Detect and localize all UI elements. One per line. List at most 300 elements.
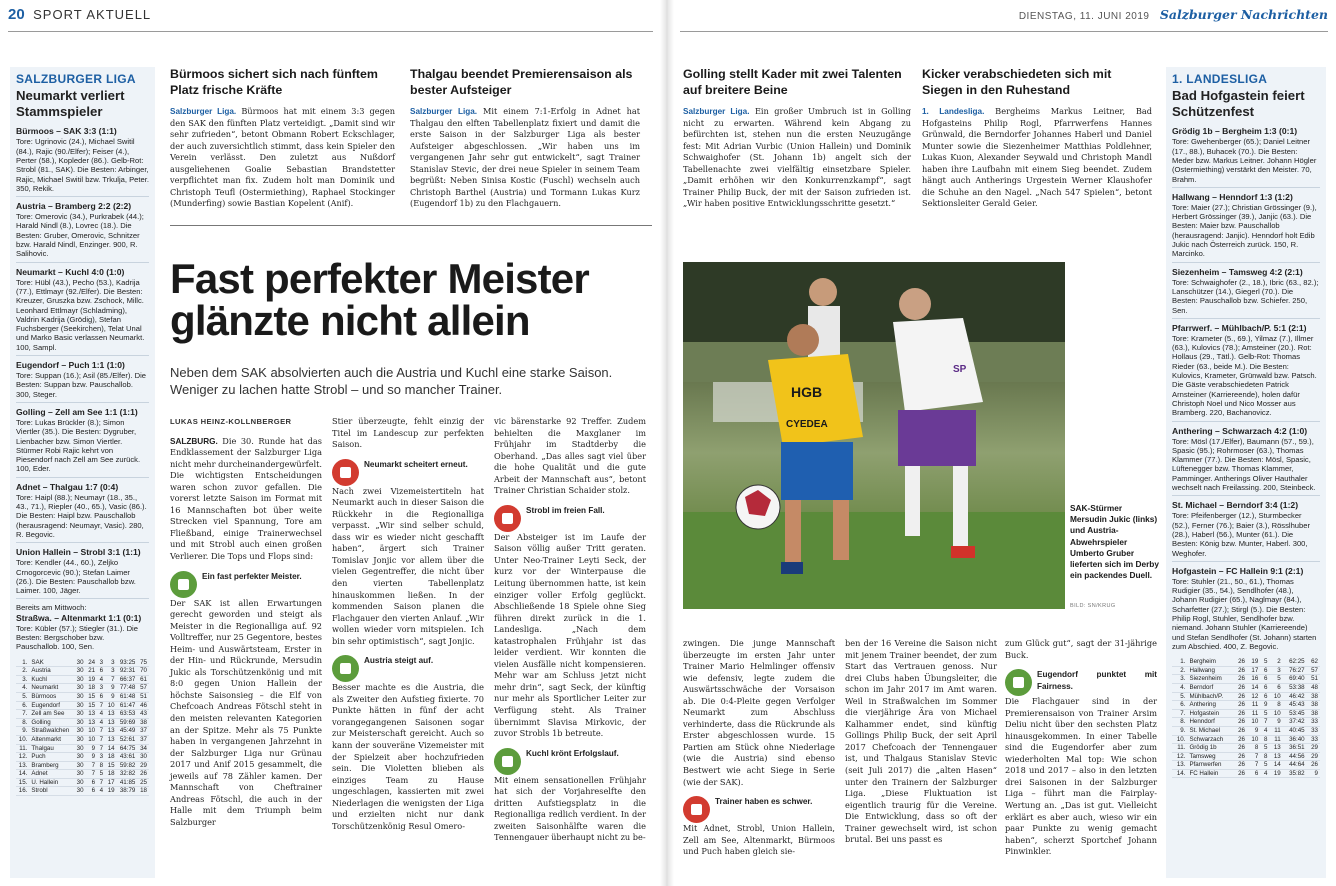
table-cell: 3: [111, 667, 115, 675]
table-cell: 30: [76, 667, 84, 675]
table-cell: Bürmoos: [31, 692, 57, 700]
table-cell: 2.: [1180, 666, 1186, 674]
table-cell: Eugendorf: [31, 701, 60, 709]
table-cell: 9: [91, 753, 96, 761]
table-cell: 5: [1263, 709, 1268, 717]
table-cell: 4: [99, 718, 104, 726]
flop-block: Strobl im freien Fall.: [494, 505, 646, 532]
right-page-header: [1019, 6, 1328, 24]
page-number: 20: [8, 6, 25, 23]
table-cell: 37: [140, 727, 147, 735]
table-cell: 30: [76, 744, 84, 752]
table-cell: 10.: [1176, 735, 1186, 743]
table-cell: Strobl: [31, 787, 48, 795]
table-cell: 15: [88, 692, 96, 700]
table-cell: 11.: [19, 744, 28, 752]
table-cell: Grödig 1b: [1189, 744, 1217, 752]
table-cell: 26: [1238, 666, 1245, 674]
thumbs-up-icon: [332, 655, 359, 682]
shirt-sponsor-2: CYEDEA: [786, 419, 828, 430]
table-cell: Adnet: [31, 770, 48, 778]
table-cell: SAK: [31, 658, 44, 666]
table-cell: 66:37: [119, 675, 136, 683]
table-cell: 38: [1311, 692, 1318, 700]
table-cell: 26: [1238, 769, 1245, 777]
table-cell: 59:82: [119, 761, 136, 769]
table-cell: Mühlbach/P.: [1189, 692, 1224, 700]
top-articles-divider: [170, 225, 652, 226]
table-cell: 12.: [18, 753, 28, 761]
table-cell: 26: [1311, 761, 1318, 769]
thumbs-down-icon: [494, 505, 521, 532]
table-cell: 7: [99, 778, 104, 786]
table-cell: 6: [91, 787, 96, 795]
table-row: [16, 744, 149, 753]
table-row: [16, 675, 149, 684]
table-cell: 17: [1251, 666, 1259, 674]
result-item: Grödig 1b – Bergheim 1:3 (0:1) Tore: Gwehenberger (65.); Daniel Leitner (17., 88.), Buhacek (70.). Die Besten: Meder bzw. Markus Leitner. Johann Högler (Ostermiething) verstärkt den Meister. 70, Brahm.: [1172, 126, 1320, 187]
table-row: [16, 778, 149, 787]
table-cell: 4.: [22, 684, 28, 692]
table-cell: 10: [1273, 709, 1281, 717]
table-row: [16, 718, 149, 727]
sidebar-title: Bad Hofgastein feiert Schützenfest: [1172, 88, 1305, 120]
result-item: St. Michael – Berndorf 3:4 (1:2) Tore: Pfeifenberger (12.), Sturmbecker (52.), Ferner (76.); Baier (3.), Rösslhuber (28.), Haberl (56.), Munter (61.). Die Besten: König bzw. Munter, Haberl. 300, Weghofer.: [1172, 500, 1320, 561]
table-cell: Austria: [31, 667, 51, 675]
article-title: Golling stellt Kader mit zwei Talenten auf breitere Beine: [683, 67, 902, 97]
table-cell: 30: [76, 761, 84, 769]
table-cell: 26: [1238, 709, 1245, 717]
table-cell: Schwarzach: [1189, 735, 1224, 743]
main-column-4: zwingen. Die junge Mannschaft überzeugte im ersten Jahr unter Trainer Mario Helmlinger offensiv wie defensiv, legte zudem die Auswärtsschwäche der Vorsaison ab. Die 0:4-Pleite gegen Verfolger Neumarkt zum Abschluss verhinderte, dass die Rückrunde als Erster abgeschlossen wurde. 15 Partien am Stück ohne Niederlage (wie die Austria) sind ebenso Bestwert wie acht Siege in Serie (wie der SAK). Trainer haben es schwer. Mit Adnet, Strobl, Union Hallein, Zell am See, Altenmarkt, Bürmoos und Puch haben gleich sie-: [683, 638, 835, 857]
table-cell: 6.: [1180, 701, 1186, 709]
result-item: Austria – Bramberg 2:2 (2:2) Tore: Omerovic (34.), Purkrabek (44.); Harald Nindl (8.), Lovrec (18.). Die Besten: Gruber, Omerovic, Schnitzer bzw. Harald Nindl, Enzinger. 900, R. Salihovic.: [16, 201, 149, 262]
main-column-5: ben der 16 Vereine die Saison nicht mit jenem Trainer beendet, der zum Start das Vertrauen genoss. Nur drei Clubs haben Übungsleiter, die schon im Jahr 2017 im Amt waren. Weil in Straßwalchen im Sommer die vierjährige Ära von Michael Kalhammer endet, sind künftig Gollings Philip Buck, der seit April 2017 Chefcoach der Tennengauer ist, und Thalgaus Stanislav Stevic (seit Juli 2017) die „alten Hasen“ unter den Trainern der Salzburger Liga. „Diese Fluktuation ist eigentlich traurig für die Vereine. Die Entwicklung, dass so oft der Trainer gewechselt wird, ist schon brutal. Bei uns passt es: [845, 638, 997, 845]
table-cell: 30: [76, 658, 84, 666]
table-cell: 32:82: [119, 770, 136, 778]
table-cell: 7: [91, 770, 96, 778]
table-row: [16, 701, 149, 710]
table-cell: 10: [107, 701, 115, 709]
table-cell: 38:79: [119, 787, 136, 795]
table-cell: 37: [140, 735, 147, 743]
table-cell: 6: [1263, 692, 1268, 700]
table-cell: 30: [76, 675, 84, 683]
table-cell: Zell am See: [31, 710, 65, 718]
table-cell: 44:56: [1289, 752, 1305, 760]
result-item: Neumarkt – Kuchl 4:0 (1:0) Tore: Hübl (43.), Pecho (53.), Kadrija (77.), Ettlmayr (92./Elfer). Die Besten: Kreuzer, Gruszka bzw. Zschock, Millc. Leonhard Ettlmayr (Schladming), Valdrin Kadrija (Grödig), Stefan Fuchsberger (Seekirchen), Telat Unal und Marko Basic verlassen Neumarkt. 100, Sampl.: [16, 267, 149, 356]
table-cell: 17: [107, 778, 115, 786]
table-cell: Anthering: [1189, 701, 1216, 709]
table-cell: 7.: [1180, 709, 1186, 717]
table-cell: 3: [1277, 666, 1281, 674]
table-cell: Hallwang: [1189, 666, 1215, 674]
table-cell: 3: [99, 684, 104, 692]
result-item: Adnet – Thalgau 1:7 (0:4) Tore: Haipl (88.); Neumayr (18., 35., 43., 71.), Riepler (40., 65.), Vasic (86.). Die Besten: Haipl bzw. Pauschallob (herausragend: Neumayr, Vasic). 280, R. Begovic.: [16, 482, 149, 543]
table-cell: 8.: [22, 718, 28, 726]
table-cell: 30: [76, 787, 84, 795]
main-deck: Neben dem SAK absolvierten auch die Austria und Kuchl eine starke Saison. Weniger zu lachen hatte Strobl – und so mancher Trainer.: [170, 365, 613, 398]
table-cell: 30: [140, 753, 147, 761]
table-cell: 3: [111, 658, 115, 666]
table-cell: 34: [140, 744, 147, 752]
table-cell: 7: [99, 727, 104, 735]
result-item: Siezenheim – Tamsweg 4:2 (2:1) Tore: Schwaighofer (2., 18.), Ibric (63., 82.); Lanschützer (14.), Giegerl (70.). Die Besten: Pauschallob bzw. Schiefer. 250, Sen.: [1172, 267, 1320, 319]
table-cell: 8: [1254, 744, 1259, 752]
table-cell: 3: [99, 658, 104, 666]
table-cell: 57: [140, 684, 147, 692]
table-cell: 77:48: [119, 684, 136, 692]
table-cell: 75: [140, 658, 147, 666]
table-cell: 8.: [1180, 718, 1186, 726]
table-cell: 26: [1238, 683, 1245, 691]
table-cell: 19: [88, 675, 96, 683]
article-golling: [683, 67, 911, 210]
table-cell: 11: [1251, 701, 1259, 709]
table-cell: 4.: [1180, 683, 1186, 691]
table-cell: 92:31: [119, 667, 136, 675]
top-block: Kuchl krönt Erfolgslauf.: [494, 748, 646, 775]
table-cell: 6: [91, 778, 96, 786]
sidebar-title: Neumarkt verliert Stammspieler: [16, 88, 125, 120]
table-cell: 26: [1238, 744, 1245, 752]
photo-caption: SAK-Stürmer Mersudin Jukic (links) und Austria-Abwehrspieler Umberto Gruber lieferten sich im Derby ein packendes Duell.: [1070, 503, 1159, 581]
table-cell: 13: [107, 727, 115, 735]
table-cell: 7.: [22, 710, 28, 718]
table-cell: 26: [140, 770, 147, 778]
table-cell: 9: [1314, 769, 1318, 777]
table-cell: Straßwalchen: [31, 727, 70, 735]
table-cell: 26: [1238, 658, 1245, 666]
result-item: Hofgastein – FC Hallein 9:1 (2:1) Tore: Stuhler (21., 50., 61.), Thomas Rudigier (35., 54.), Sendlhofer (48.), Johann Rudigier (65.), Naglmayr (84.), Scharfetter (27.); Stirgl (5.). Die Besten: Philip Rogl, Stuhler, Sendlhofer bzw. niemand. Johann Stuhler (Karriereende) und Stefan Sendlhofer (St. Johann) starten zum Abschied. 400, Z. Begovic.: [1172, 565, 1317, 651]
left-sidebar: [10, 67, 155, 878]
table-row: [1172, 735, 1320, 744]
table-cell: 38: [1311, 701, 1318, 709]
article-body: Salzburger Liga. Mit einem 7:1-Erfolg in Adnet hat Thalgau den elften Tabellenplatz fixiert und damit die erste Saison in der Salzburger Liga als bester Aufsteiger abgeschlossen. „Wir haben uns im vergangenen Jahr sehr gut entwickelt“, sagt Trainer Stanislav Stevic, der drei neue Spieler in seinem Team begrüßt: Neben Sinisa Kostic (Fuschl) wechseln auch Christoph Barthel (Austria) und Tormann Lukas Kurz (Eugendorf 1b) zu den Flachgauern.: [410, 106, 641, 209]
table-row: [1172, 683, 1320, 692]
table-cell: 25: [140, 778, 147, 786]
table-cell: 30: [76, 778, 84, 786]
table-row: [1172, 709, 1320, 718]
article-kicker: [922, 67, 1152, 210]
table-cell: 1.: [1180, 658, 1186, 666]
table-cell: 8: [1277, 701, 1281, 709]
table-cell: 9: [111, 692, 115, 700]
thumbs-up-icon: [1005, 669, 1032, 696]
table-row: [1172, 692, 1320, 701]
top-block: Eugendorf punktet mit Fairness.: [1005, 669, 1157, 696]
result-item: Anthering – Schwarzach 4:2 (1:0) Tore: Mösl (17./Elfer), Baumann (57., 59.), Spasic (95.); Rohrmoser (63.), Thomas Klammer (77.). Die Besten: Mösl, Spasic, Lüftenegger bzw. Thomas Klammer, Pamminger. Antherings Oliver Hauthaler wechselt nach Freilassing. 200, Steinbeck.: [1172, 426, 1320, 497]
table-cell: 6: [1263, 683, 1268, 691]
table-cell: 70: [140, 667, 147, 675]
table-cell: 45:43: [1289, 701, 1305, 709]
table-cell: 4: [1263, 769, 1268, 777]
table-cell: 8: [1263, 752, 1268, 760]
table-cell: 26: [1238, 701, 1245, 709]
table-cell: 26: [1238, 675, 1245, 683]
table-cell: 61:48: [119, 692, 136, 700]
table-cell: 6.: [22, 701, 28, 709]
table-cell: 30: [76, 684, 84, 692]
table-cell: 8: [99, 761, 104, 769]
table-cell: 24: [88, 658, 96, 666]
result-item: Union Hallein – Strobl 3:1 (1:1) Tore: Kendler (44., 60.), Zeljko Crnogorcevic (90.); Stefan Laimer (26.). Die Besten: Pauschallob bzw. Laimer. 100, Jäger.: [16, 547, 149, 599]
table-cell: Siezenheim: [1189, 675, 1222, 683]
header-rule-right: [680, 31, 1328, 32]
table-cell: 3.: [22, 675, 28, 683]
table-cell: 18: [107, 753, 115, 761]
table-cell: 6: [1254, 769, 1259, 777]
table-cell: Kuchl: [31, 675, 47, 683]
table-cell: 26: [1238, 692, 1245, 700]
table-cell: 30: [76, 735, 84, 743]
table-row: [1172, 726, 1320, 735]
table-cell: 26: [1238, 726, 1245, 734]
table-cell: 51: [140, 692, 147, 700]
table-cell: 9: [1263, 701, 1268, 709]
table-row: [1172, 675, 1320, 684]
flop-block: Neumarkt scheitert erneut.: [332, 459, 484, 486]
table-cell: 7: [99, 701, 104, 709]
table-cell: 53:38: [1289, 683, 1305, 691]
table-cell: 13: [107, 718, 115, 726]
table-cell: 19: [1251, 658, 1259, 666]
table-cell: 26: [1238, 735, 1245, 743]
table-row: [1172, 718, 1320, 727]
table-cell: 69:40: [1289, 675, 1305, 683]
table-cell: 53:45: [1289, 709, 1305, 717]
section-name: SPORT AKTUELL: [33, 7, 152, 22]
table-cell: 93:25: [119, 658, 136, 666]
table-cell: 4: [99, 675, 104, 683]
table-cell: U. Hallein: [31, 778, 59, 786]
table-row: [16, 667, 149, 676]
result-item: Hallwang – Henndorf 1:3 (1:2) Tore: Maier (27.); Christian Grössinger (9.), Herbert Grössinger (39.), Janjic (63.). Die Besten: Maier bzw. Pauschallob (herausragend: Janjic). Henndorf holt Edib Jukic nach Österreich zurück. 150, R. Marcinko.: [1172, 192, 1320, 263]
table-cell: 5.: [22, 692, 28, 700]
match-photo: [683, 262, 1065, 609]
table-cell: 63:53: [119, 710, 136, 718]
table-row: [1172, 761, 1320, 770]
table-cell: 3: [99, 753, 104, 761]
table-cell: FC Hallein: [1189, 769, 1219, 777]
table-cell: 5: [1263, 744, 1268, 752]
article-title: Bürmoos sichert sich nach fünftem Platz frische Kräfte: [170, 67, 378, 97]
table-cell: Neumarkt: [31, 684, 59, 692]
table-cell: 38: [140, 718, 147, 726]
table-cell: 8: [1263, 735, 1268, 743]
table-row: [16, 787, 149, 796]
table-cell: 5: [1263, 761, 1268, 769]
table-cell: 4: [1263, 726, 1268, 734]
table-cell: 26: [1238, 718, 1245, 726]
table-cell: 37:42: [1289, 718, 1305, 726]
table-cell: Henndorf: [1189, 718, 1215, 726]
header-rule-left: [8, 31, 653, 32]
table-cell: Golling: [31, 718, 51, 726]
table-cell: Thalgau: [31, 744, 54, 752]
table-cell: 33: [1311, 735, 1318, 743]
table-cell: 21: [88, 667, 96, 675]
flop-block: Trainer haben es schwer.: [683, 796, 835, 823]
table-cell: 18: [88, 684, 96, 692]
main-column-2: Stier überzeugte, fehlt einzig der Titel im Landescup zur perfekten Saison. Neumarkt scheitert erneut. Nach zwei Vizemeistertiteln hat Neumarkt auch in dieser Saison die Rückkehr in die Regionalliga verpasst. „Wir sind selber schuld, dass wir es wieder nicht geschafft haben“, ärgert sich Trainer Tomislav Jonjic vor allem über die vielen Gegentreffer, die nicht über den vierten Tabellenplatz hinauskommen ließen. In der kommenden Saison planen die Flachgauer den vierten Anlauf. „Wir wollen wieder vorn mitspielen. Ich bin sehr optimistisch“, sagt Jonjic. Austria steigt auf. Besser machte es die Austria, die als Zweiter den Aufstieg fixierte. 70 Punkte hätten in fünf der acht vorangegangenen Saisonen sogar zur Meisterschaft gereicht. Auch so kann der souveräne Vizemeister mit der Spielzeit aber hochzufrieden sein. Die Violetten blieben als einziges Team zu Hause ungeschlagen, kassierten mit zwei Niederlagen die wenigsten der Liga und erzielten nicht nur dank Torschützenkönig Resul Omero-: [332, 416, 484, 831]
table-cell: 10.: [18, 735, 28, 743]
table-cell: 13.: [1176, 761, 1186, 769]
table-cell: 10: [88, 735, 96, 743]
thumbs-down-icon: [332, 459, 359, 486]
table-cell: Bramberg: [31, 761, 59, 769]
table-cell: 61: [140, 675, 147, 683]
table-cell: 5: [99, 770, 104, 778]
table-cell: 11: [1251, 709, 1259, 717]
table-cell: 19: [1273, 769, 1281, 777]
table-cell: 7: [1254, 752, 1259, 760]
table-cell: 5: [1277, 675, 1281, 683]
shirt-sponsor: HGB: [791, 384, 823, 400]
article-title: Thalgau beendet Premierensaison als bester Aufsteiger: [410, 67, 633, 97]
table-cell: 36:51: [1289, 744, 1305, 752]
table-cell: 1.: [22, 658, 28, 666]
table-cell: 30: [76, 718, 84, 726]
table-cell: 46:42: [1289, 692, 1305, 700]
table-cell: 41:85: [119, 778, 136, 786]
table-cell: 13: [107, 735, 115, 743]
table-cell: 26: [1238, 761, 1245, 769]
table-cell: 14: [1251, 683, 1259, 691]
table-row: [1172, 701, 1320, 710]
sidebar-league: 1. LANDESLIGA: [1172, 72, 1268, 86]
table-cell: 15: [88, 701, 96, 709]
masthead-logo: Salzburger Nachrichten: [1159, 7, 1328, 22]
table-cell: 43:61: [119, 753, 136, 761]
table-cell: 6: [1263, 675, 1268, 683]
table-cell: 7: [1254, 761, 1259, 769]
byline: LUKAS HEINZ-KOLLNBERGER: [170, 417, 292, 426]
league-table: [1172, 658, 1320, 778]
table-row: [16, 761, 149, 770]
table-row: [1172, 752, 1320, 761]
table-cell: 61:47: [119, 701, 136, 709]
table-cell: 35:82: [1289, 769, 1305, 777]
table-row: [16, 710, 149, 719]
table-cell: 51: [1311, 675, 1318, 683]
table-cell: 2.: [22, 667, 28, 675]
issue-date: DIENSTAG, 11. JUNI 2019: [1018, 11, 1150, 22]
table-row: [1172, 666, 1320, 675]
table-cell: 14.: [1176, 769, 1186, 777]
table-cell: 9: [1254, 726, 1259, 734]
table-cell: 12: [1251, 692, 1259, 700]
table-cell: Bergheim: [1189, 658, 1216, 666]
right-sidebar: [1166, 67, 1326, 878]
table-cell: Pfarrwerfen: [1189, 761, 1222, 769]
shirt-sponsor-3: SP: [953, 364, 967, 375]
table-cell: Hofgastein: [1189, 709, 1220, 717]
article-body: 1. Landesliga. Bergheims Markus Leitner, Bad Hofgasteins Philip Rogl, Pfarrwerfens Hannes Grünwald, die Berndorfer Johannes Haberl und Daniel Munter sowie die Siezenheimer Matthias Poldlehner, Lukas Kuon, Alexander Seywald und Christoph Mandl haben ihre Laufbahn mit einem Sieg beendet. Zudem hängt auch Antherings Urgestein Werner Klaushofer die Schuhe an den Nagel. „Nach 547 Spielen“, betont Sektionsleiter Gerald Geier.: [922, 106, 1152, 209]
table-cell: 43: [140, 710, 147, 718]
table-cell: 14: [1273, 761, 1281, 769]
table-cell: 29: [1311, 744, 1318, 752]
main-column-3: vic bärenstarke 92 Treffer. Zudem behielten die Maxglaner im Frühjahr im Stadtderby die Oberhand. „Das alles sagt viel über die hohe Qualität und die gute Arbeit der Mannschaft aus“, betont Trainer Christian Schaider stolz. Strobl im freien Fall. Der Absteiger ist im Laufe der Saison völlig außer Tritt geraten. Unter Neo-Trainer Leyti Seck, der kurz vor der Winterpause die Leitung übernommen hatte, ist kein einziger voller Erfolg geglückt. Abschließende 18 Spiele ohne Sieg führen direkt zurück in die 1. Landesliga. „Nach dem katastrophalen Frühjahr ist das leider verdient. Wir konnten die vielen Ausfälle nicht kompensieren. Mehr war am Schluss jetzt nicht mehr drin“, sagt Seck, der künftig nur mehr als Sportlicher Leiter zur Verfügung steht. Als Trainer übernimmt Slavisa Mirkovic, der zuvor Strobls 1b betreute. Kuchl krönt Erfolgslauf. Mit einem sensationellen Frühjahr hat sich der Vorjahreselfte den dritten Aufstiegsplatz in die Regionalliga redlich verdient. In der zweiten Saisonhälfte waren die Tennengauer überhaupt nicht zu be-: [494, 416, 646, 843]
table-cell: 30: [76, 710, 84, 718]
table-cell: 14: [107, 744, 115, 752]
table-cell: 29: [140, 761, 147, 769]
table-cell: 11: [1274, 726, 1281, 734]
table-cell: 19: [107, 787, 115, 795]
table-row: [16, 770, 149, 779]
table-cell: 3.: [1180, 675, 1186, 683]
table-cell: 59:69: [119, 718, 136, 726]
article-body: Salzburger Liga. Bürmoos hat mit einem 3:3 gegen den SAK den fünften Platz verteidigt. „Damit sind wir sehr zufrieden“, betont Obmann Robert Eckschlager, der auch zuversichtlich stimmt, dass kein Spieler den Verein verlässt. Den zuletzt aus Nußdorf ausgeliehenen Goalie Sebastian Brandstetter verpflichtet man fix. Zudem holt man Dominik und Christoph Teufl (Ostermiething), Raphael Stockinger (Munderfing) sowie Bastian Kopelent (Anif).: [170, 106, 395, 209]
table-cell: 11.: [1177, 744, 1186, 752]
table-cell: 15: [107, 761, 115, 769]
article-thalgau: [410, 67, 640, 210]
table-cell: 2: [1277, 658, 1281, 666]
table-cell: 30: [76, 701, 84, 709]
top-block: Austria steigt auf.: [332, 655, 484, 682]
table-cell: 57: [1311, 666, 1318, 674]
table-cell: 4: [99, 787, 104, 795]
table-cell: 9.: [22, 727, 28, 735]
table-cell: 5: [1263, 658, 1268, 666]
table-row: [16, 659, 149, 667]
table-cell: 6: [1263, 666, 1268, 674]
players-illustration: [683, 262, 1065, 609]
table-cell: Puch: [31, 753, 46, 761]
table-cell: 10: [88, 727, 96, 735]
table-cell: 64:75: [119, 744, 136, 752]
main-column-6: zum Glück gut“, sagt der 31-jährige Buck. Eugendorf punktet mit Fairness. Die Flachgauer sind in der Premierensaison von Trainer Arsim Deliu nicht über den sechsten Platz hinausgekommen. In einer Tabelle sind die Eugendorfer aber zum wiederholten Mal top: Wie schon 2018 und 2017 – also in den letzten drei Saisonen in der Salzburger Liga – führt man die Fairplay-Wertung an. „Das ist gut. Vielleicht erklärt es aber auch, wieso wir ein paar Punkte zu wenig gemacht haben“, scherzt Sportchef Johann Pinwinkler.: [1005, 638, 1157, 857]
article-buermoos: [170, 67, 395, 210]
table-cell: 40:45: [1289, 726, 1305, 734]
table-cell: 7: [99, 744, 104, 752]
table-cell: 13: [88, 710, 96, 718]
table-cell: 13: [1273, 752, 1281, 760]
thumbs-up-icon: [494, 748, 521, 775]
table-cell: 6: [99, 692, 104, 700]
table-cell: 10: [1273, 692, 1281, 700]
left-page-header: [8, 6, 151, 24]
table-cell: 18: [140, 787, 147, 795]
thumbs-down-icon: [683, 796, 710, 823]
table-cell: 7: [1263, 718, 1268, 726]
table-row: [1172, 658, 1320, 666]
table-cell: 13: [1273, 744, 1281, 752]
table-cell: 29: [1311, 752, 1318, 760]
table-cell: 48: [1311, 683, 1318, 691]
table-cell: 10: [1251, 718, 1259, 726]
table-cell: 36:40: [1289, 735, 1305, 743]
table-cell: 46: [140, 701, 147, 709]
table-cell: 52:61: [119, 735, 136, 743]
table-cell: 62: [1311, 658, 1318, 666]
table-cell: Berndorf: [1189, 683, 1214, 691]
main-headline: Fast perfekter Meister glänzte nicht allein: [170, 255, 589, 344]
table-row: [1172, 769, 1320, 778]
table-cell: 33: [1311, 726, 1318, 734]
table-cell: 33: [1311, 718, 1318, 726]
table-cell: 10: [1251, 735, 1259, 743]
table-cell: 44:64: [1289, 761, 1305, 769]
table-cell: 18: [107, 770, 115, 778]
table-cell: 30: [76, 727, 84, 735]
article-title: Kicker verabschiedeten sich mit Siegen in den Ruhestand: [922, 67, 1112, 97]
table-cell: 16: [1251, 675, 1259, 683]
table-cell: Altenmarkt: [31, 735, 61, 743]
table-cell: 13.: [18, 761, 28, 769]
table-cell: 6: [1277, 683, 1281, 691]
table-cell: 30: [76, 692, 84, 700]
